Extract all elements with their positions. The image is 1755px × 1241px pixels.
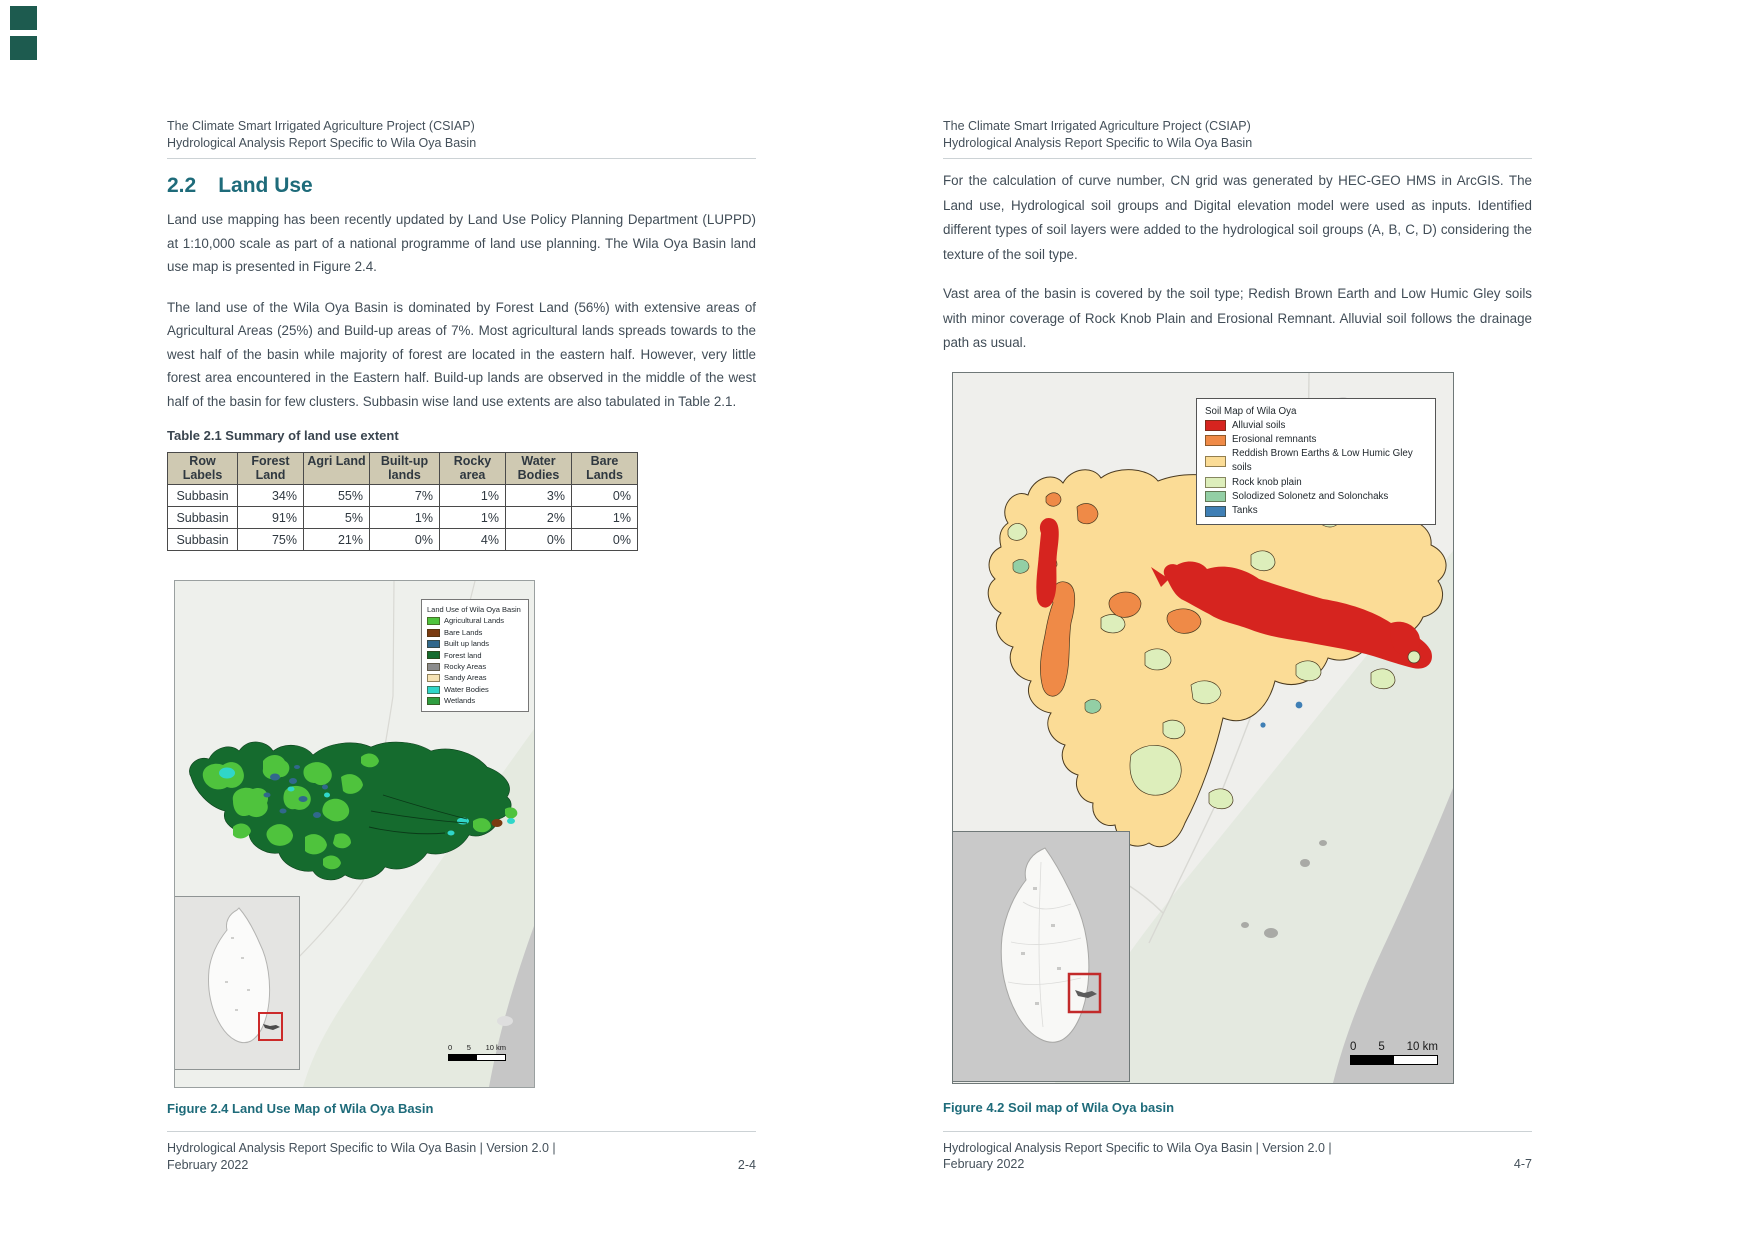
paragraph: Vast area of the basin is covered by the soil type; Redish Brown Earth and Low Humic Gley soils with minor coverage of Rock Knob Plain and Erosional Remnant. Alluvial soil follows the drainage path as usual.: [943, 286, 1532, 350]
legend-swatch: [427, 640, 440, 648]
sri-lanka-inset-graphic: [175, 897, 299, 1069]
paragraph: The land use of the Wila Oya Basin is dominated by Forest Land (56%) with extensive areas of Agricultural Areas (25%) and Build-up areas of 7%. Most agricultural lands spreads towards to the west half of the basin while majority of forest are located in the eastern half. However, very little forest area encountered in the Eastern half. Build-up lands are observed in the middle of the west half of the basin for few clusters. Subbasin wise land use extents are also tabulated in Table 2.1.: [167, 299, 756, 409]
paragraph: Land use mapping has been recently updated by Land Use Policy Planning Department (LUPPD) at 1:10,000 scale as part of a national programme of land use planning. The Wila Oya Basin land use map is presented in Figure 2.4.: [167, 212, 756, 274]
legend-swatch: [427, 686, 440, 694]
legend-swatch: [1205, 420, 1226, 431]
running-header: [167, 118, 756, 151]
cell: 5%: [304, 507, 370, 529]
legend-title: Soil Map of Wila Oya: [1205, 405, 1297, 417]
header-rule: [167, 158, 756, 159]
legend-item: [1205, 447, 1427, 475]
legend-item: [427, 695, 524, 706]
cell: 75%: [238, 529, 304, 551]
footer-line-1: Hydrological Analysis Report Specific to Wila Oya Basin | Version 2.0 |: [943, 1140, 1332, 1155]
figure-caption: Figure 4.2 Soil map of Wila Oya basin: [943, 1099, 1175, 1115]
page-left: [167, 118, 756, 1173]
legend-item: [1205, 419, 1427, 433]
column-header: Built-up lands: [370, 453, 440, 485]
legend-swatch: [427, 651, 440, 659]
footer-line-1: Hydrological Analysis Report Specific to Wila Oya Basin | Version 2.0 |: [167, 1141, 556, 1155]
column-header: Row Labels: [168, 453, 238, 485]
header-line-1: The Climate Smart Irrigated Agriculture Project (CSIAP): [167, 119, 475, 133]
cell: 2%: [506, 507, 572, 529]
legend-item: [1205, 490, 1427, 504]
legend-label: Rocky Areas: [444, 662, 487, 672]
legend-item: [427, 661, 524, 672]
cell: 0%: [370, 529, 440, 551]
page-footer: [943, 1140, 1532, 1173]
legend-swatch: [427, 663, 440, 671]
cell: 1%: [572, 507, 638, 529]
sri-lanka-inset-graphic: [953, 832, 1129, 1081]
legend-label: Reddish Brown Earths & Low Humic Gley soils: [1232, 448, 1413, 474]
table-caption: Table 2.1 Summary of land use extent: [167, 428, 399, 443]
legend-item: [427, 638, 524, 649]
cell: 0%: [572, 485, 638, 507]
scale-tick: 0: [1350, 1040, 1357, 1053]
corner-mark: [10, 36, 37, 60]
table-row: [168, 507, 638, 529]
cell: 0%: [506, 529, 572, 551]
legend-swatch: [1205, 435, 1226, 446]
soil-map-legend: [1196, 398, 1436, 526]
legend-label: Solodized Solonetz and Solonchaks: [1232, 490, 1389, 502]
page-footer: [167, 1140, 756, 1173]
cell: 55%: [304, 485, 370, 507]
legend-swatch: [427, 617, 440, 625]
row-label: Subbasin: [168, 507, 238, 529]
legend-label: Tanks: [1232, 504, 1258, 516]
footer-line-2: February 2022: [943, 1157, 1025, 1171]
scale-bar: [1350, 1041, 1438, 1065]
scale-tick: 5: [1378, 1040, 1385, 1053]
legend-label: Water Bodies: [444, 684, 489, 694]
legend-item: [427, 684, 524, 695]
legend-item: [427, 615, 524, 626]
table-row: [168, 485, 638, 507]
table-header-row: [168, 453, 638, 485]
basin-silhouette: [263, 1024, 280, 1030]
cell: 21%: [304, 529, 370, 551]
legend-item: [427, 650, 524, 661]
section-title: Land Use: [218, 174, 313, 197]
legend-item: [1205, 433, 1427, 447]
footer-line-2: February 2022: [167, 1157, 249, 1172]
land-use-map-figure: [174, 580, 535, 1088]
rock-knob-in-alluvium: [1408, 651, 1420, 663]
legend-label: Erosional remnants: [1232, 433, 1317, 445]
scale-bar: [448, 1043, 506, 1061]
row-label: Subbasin: [168, 485, 238, 507]
cell: 34%: [238, 485, 304, 507]
column-header: Agri Land: [304, 453, 370, 485]
scale-tick: 10 km: [1406, 1040, 1438, 1053]
page-number: 4-7: [1513, 1157, 1532, 1171]
legend-swatch: [1205, 491, 1226, 502]
legend-item: [1205, 476, 1427, 490]
footer-rule: [167, 1131, 756, 1132]
legend-label: Rock knob plain: [1232, 476, 1302, 488]
row-label: Subbasin: [168, 529, 238, 551]
column-header: Forest Land: [238, 453, 304, 485]
header-line-1: The Climate Smart Irrigated Agriculture Project (CSIAP): [943, 119, 1251, 133]
cell: 0%: [572, 529, 638, 551]
column-header: Rocky area: [440, 453, 506, 485]
cell: 4%: [440, 529, 506, 551]
section-number: 2.2: [167, 174, 197, 197]
scale-labels: [1350, 1041, 1438, 1053]
legend-item: [1205, 504, 1427, 518]
scale-tick: 10 km: [485, 1043, 506, 1052]
soil-map-figure: [952, 372, 1454, 1084]
header-line-2: Hydrological Analysis Report Specific to Wila Oya Basin: [167, 135, 477, 150]
footer-rule: [943, 1131, 1532, 1132]
legend-label: Wetlands: [444, 696, 476, 706]
column-header: Bare Lands: [572, 453, 638, 485]
sri-lanka-inset: [953, 831, 1130, 1082]
scale-bar-graphic: [1350, 1055, 1438, 1065]
page-right: [943, 118, 1532, 1173]
paragraph: For the calculation of curve number, CN grid was generated by HEC-GEO HMS in ArcGIS. The Land use, Hydrological soil groups and Digital elevation model were used as inputs. Identified different types of soil layers were added to the hydrological soil groups (A, B, C, D) considering the texture of the soil type.: [943, 173, 1532, 262]
cell: 1%: [370, 507, 440, 529]
legend-label: Built up lands: [444, 639, 490, 649]
legend-swatch: [427, 629, 440, 637]
running-header: [943, 118, 1532, 151]
legend-swatch: [1205, 477, 1226, 488]
footer-text: [943, 1140, 1332, 1173]
scale-bar-graphic: [448, 1054, 506, 1061]
scale-labels: [448, 1043, 506, 1052]
legend-label: Alluvial soils: [1232, 419, 1286, 431]
land-use-legend: [421, 599, 529, 712]
bare-land-patch: [492, 819, 503, 827]
corner-mark: [10, 6, 37, 30]
legend-swatch: [1205, 506, 1226, 517]
legend-label: Forest land: [444, 650, 482, 660]
legend-swatch: [427, 674, 440, 682]
cell: 1%: [440, 485, 506, 507]
scale-tick: 5: [466, 1043, 471, 1052]
figure-caption: Figure 2.4 Land Use Map of Wila Oya Basin: [167, 1101, 434, 1116]
cell: 1%: [440, 507, 506, 529]
footer-text: [167, 1140, 556, 1173]
column-header: Water Bodies: [506, 453, 572, 485]
cell: 91%: [238, 507, 304, 529]
header-line-2: Hydrological Analysis Report Specific to Wila Oya Basin: [943, 135, 1253, 150]
cell: 3%: [506, 485, 572, 507]
legend-label: Bare Lands: [444, 627, 483, 637]
island-outline: [209, 908, 270, 1043]
legend-item: [427, 672, 524, 683]
legend-label: Agricultural Lands: [444, 616, 505, 626]
scale-tick: 0: [448, 1043, 453, 1052]
legend-item: [427, 627, 524, 638]
legend-label: Sandy Areas: [444, 673, 487, 683]
legend-swatch: [427, 697, 440, 705]
sri-lanka-inset: [175, 896, 300, 1070]
legend-swatch: [1205, 456, 1226, 467]
legend-title: Land Use of Wila Oya Basin: [427, 605, 521, 614]
table-row: [168, 529, 638, 551]
header-rule: [943, 158, 1532, 159]
cell: 7%: [370, 485, 440, 507]
page-number: 2-4: [737, 1157, 756, 1172]
section-heading: [167, 174, 756, 198]
land-use-table: [167, 452, 638, 551]
